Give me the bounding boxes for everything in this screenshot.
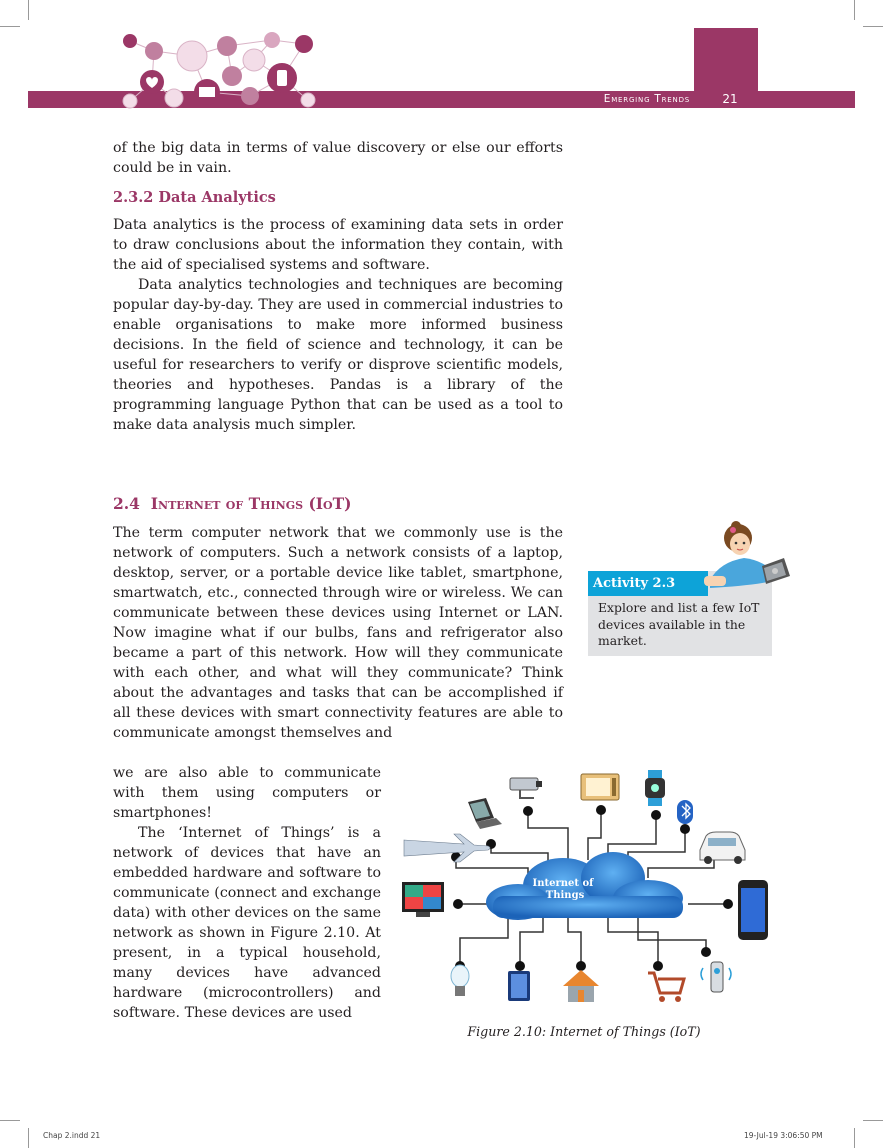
cloud-label-line1: Internet of xyxy=(532,878,594,889)
paragraph: Data analytics technologies and techniques are becoming popular day-by-day. They are used in commercial industries to enable organisations to make more informed business decisions. In the field of science and technology, it can be useful for researchers to verify or disprove scientific models, theories and hypotheses. Pandas is a library of the programming language Python that can be used as a tool to make data analysis much simpler. xyxy=(113,277,563,433)
crop-mark xyxy=(863,26,883,27)
crop-mark xyxy=(863,1120,883,1121)
section-heading-data-analytics: 2.3.2 Data Analytics xyxy=(113,189,276,206)
intro-paragraph xyxy=(113,138,563,178)
bluetooth-icon xyxy=(677,800,693,824)
cloud-label-line2: Things xyxy=(545,890,585,901)
microwave-icon xyxy=(581,774,619,800)
slug-timestamp: 19-Jul-19 3:06:50 PM xyxy=(744,1131,823,1140)
social-network-illustration xyxy=(112,26,332,110)
tv-icon xyxy=(402,882,444,917)
crop-mark xyxy=(28,0,29,20)
home-icon xyxy=(563,970,599,1002)
crop-mark xyxy=(28,1128,29,1148)
crop-mark xyxy=(854,0,855,20)
iot-text-narrow xyxy=(113,763,381,1023)
activity-title: Activity 2.3 xyxy=(588,571,708,596)
car-icon xyxy=(700,832,745,864)
data-analytics-text xyxy=(113,215,563,435)
laptop-icon xyxy=(468,798,502,829)
crop-mark xyxy=(854,1128,855,1148)
iot-text-wide xyxy=(113,523,563,743)
running-head: Emerging Trends xyxy=(603,93,690,105)
paragraph: of the big data in terms of value discovery or else our efforts could be in vain. xyxy=(113,140,563,176)
girl-with-laptop-illustration xyxy=(696,520,794,598)
cctv-camera-icon xyxy=(510,778,542,798)
section-title: Internet of Things (IoT) xyxy=(150,494,352,513)
smart-lock-icon xyxy=(701,962,731,992)
smartphone-icon xyxy=(738,880,768,940)
paragraph: Data analytics is the process of examining data sets in order to draw conclusions about the information they contain, with the aid of specialised systems and software. xyxy=(113,217,563,273)
iot-network-figure xyxy=(398,768,782,1008)
activity-text: Explore and list a few IoT devices available in the market. xyxy=(598,600,760,648)
crop-mark xyxy=(0,1120,20,1121)
shopping-cart-icon xyxy=(648,973,684,1002)
airplane-icon xyxy=(404,834,490,862)
paragraph: The ‘Internet of Things’ is a network of devices that have an embedded hardware and software to communicate (connect and exchange data) with other devices on the same network as shown in Figure 2.10. At present, in a typical household, many devices have advanced hardware (microcontrollers) and software. These devices are used xyxy=(113,825,381,1021)
figure-caption: Figure 2.10: Internet of Things (IoT) xyxy=(467,1024,701,1039)
page-number: 21 xyxy=(722,92,738,106)
smart-bulb-icon xyxy=(451,965,469,996)
slug-file-info: Chap 2.indd 21 xyxy=(43,1131,101,1140)
section-heading-iot xyxy=(113,494,352,513)
smartwatch-icon xyxy=(645,770,665,806)
paragraph: we are also able to communicate with them using computers or smartphones! xyxy=(113,765,381,821)
tablet-icon xyxy=(508,971,530,1001)
paragraph: The term computer network that we commonly use is the network of computers. Such a network consists of a laptop, desktop, server, or a portable device like tablet, smartphone, smartwatch, etc., connected through wire or wireless. We can communicate between these devices using Internet or LAN. Now imagine what if our bulbs, fans and refrigerator also became a part of this network. How will they communicate with each other, and what will they communicate? Think about the advantages and tasks that can be accomplished if all these devices with smart connectivity features are able to communicate amongst themselves and xyxy=(113,525,563,741)
section-number: 2.4 xyxy=(113,494,140,513)
crop-mark xyxy=(0,26,20,27)
